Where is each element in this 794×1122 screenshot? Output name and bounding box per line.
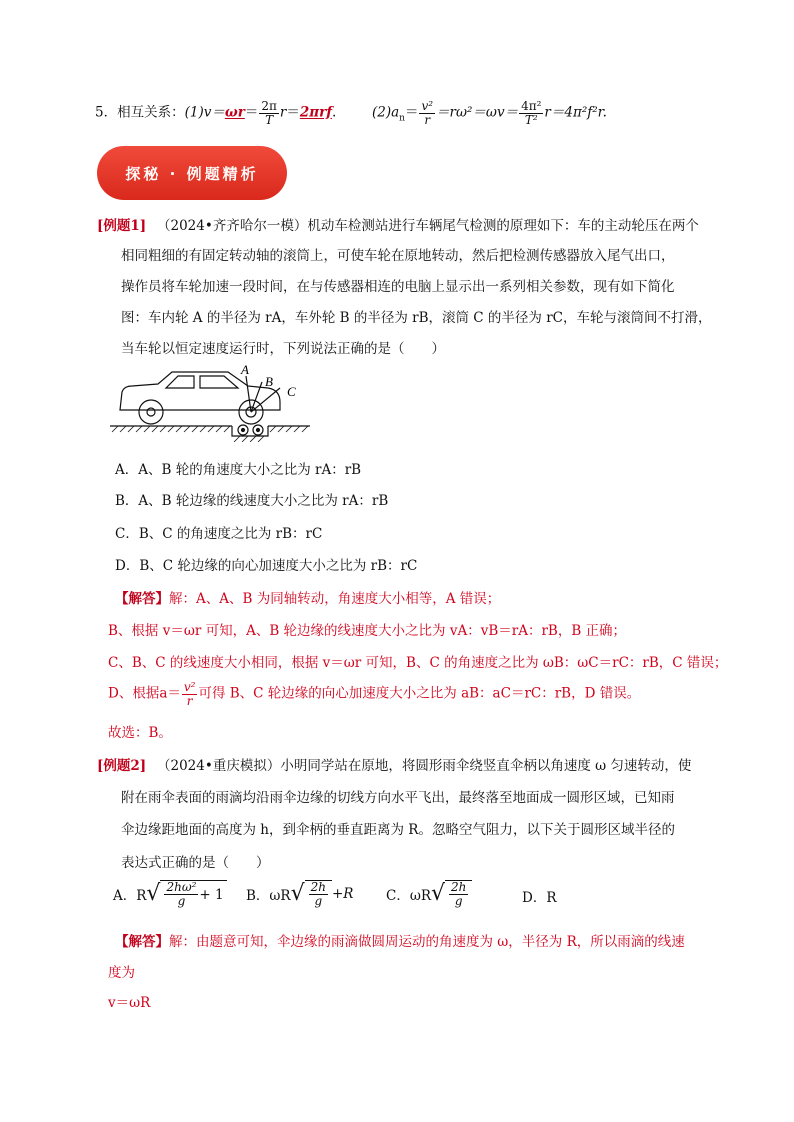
answer-tag: 【解答】 xyxy=(115,591,169,607)
example2-answer-line-3: v＝ωR xyxy=(108,995,151,1011)
car-roller-figure xyxy=(110,362,320,442)
example1-option-d[interactable]: D．B、C 轮边缘的向心加速度大小之比为 rB：rC xyxy=(115,558,418,574)
example1-line-5: 当车轮以恒定速度运行时，下列说法正确的是（ ） xyxy=(121,341,445,357)
example1-tag: [例题1] xyxy=(97,218,147,234)
example1-option-a[interactable]: A．A、B 轮的角速度大小之比为 rA：rB xyxy=(115,462,362,478)
section-banner: 探秘 · 例题精析 xyxy=(97,146,287,200)
answer-tag-2: 【解答】 xyxy=(115,934,169,950)
example2-line-2: 附在雨伞表面的雨滴均沿雨伞边缘的切线方向水平飞出，最终落至地面成一圆形区域，已知雨 xyxy=(121,790,675,806)
label-a: A xyxy=(241,362,249,377)
relations-line-2: $(2)a_n=$ $\frac{\text{v²}}{r}$ ＝rω²＝ωv＝ $\frac{\text{4π²}}{\text{T²}}$ r＝4π²f²r. xyxy=(372,99,607,127)
example1-answer-line-3: C、B、C 的线速度大小相同，根据 v＝ωr 可知，B、C 的角速度之比为 ωB：ωC＝rC：rB，C 错误； xyxy=(108,655,728,671)
example2-option-c[interactable]: C．ωR √ $\frac{2h}{g}$ xyxy=(386,876,472,912)
example1-option-c[interactable]: C．B、C 的角速度之比为 rB：rC xyxy=(115,526,323,542)
example2-line-4: 表达式正确的是（ ） xyxy=(121,855,270,871)
example1-answer-line-1: 【解答】解：A、A、B 为同轴转动，角速度大小相等，A 错误； xyxy=(115,591,501,607)
fraction-v2-r-answer: $\frac{\text{v²}}{r}$ xyxy=(183,680,196,708)
example1-line-1: （2024•齐齐哈尔一模）机动车检测站进行车辆尾气检测的原理如下：车的主动轮压在两个 xyxy=(157,218,699,234)
example1-line-3: 操作员将车轮加速一段时间，在与传感器相连的电脑上显示出一系列相关参数，现有如下简化 xyxy=(121,279,675,295)
example2-answer-line-2: 度为 xyxy=(108,965,135,981)
example2-option-a[interactable]: A．R √ $\frac{\text{2hω²}}{g}$ + 1 xyxy=(113,876,227,912)
fraction-4pi2-T2: $\frac{\text{4π²}}{\text{T²}}$ xyxy=(521,99,542,127)
example1-line-4: 图：车内轮 A 的半径为 rA，车外轮 B 的半径为 rB，滚筒 C 的半径为 rC，车轮与滚筒间不打滑， xyxy=(121,310,712,326)
relations-line: 5．相互关系：(1)v＝ωr＝ $\frac{2\pi}{T}$ r＝2πrf. xyxy=(95,99,337,127)
example2-answer-line-1: 【解答】解：由题意可知，伞边缘的雨滴做圆周运动的角速度为 ω，半径为 R，所以雨滴的线速 xyxy=(115,934,685,950)
example1-answer-line-4: D、根据a＝ $\frac{\text{v²}}{r}$ 可得 B、C 轮边缘的向心加速度大小之比为 aB：aC＝rC：rB，D 错误。 xyxy=(108,680,641,708)
label-c: C xyxy=(287,384,296,399)
example1-option-b[interactable]: B．A、B 轮边缘的线速度大小之比为 rA：rB xyxy=(115,493,389,509)
fraction-2pi-T: $\frac{2\pi}{T}$ xyxy=(261,99,277,127)
example1-line-2: 相同粗细的有固定转动轴的滚筒上，可使车轮在原地转动，然后把检测传感器放入尾气出口， xyxy=(121,248,675,264)
example1-answer-line-2: B、根据 v＝ωr 可知，A、B 轮边缘的线速度大小之比为 vA：vB＝rA：rB，B 正确； xyxy=(108,623,627,639)
example2-tag: [例题2] xyxy=(97,758,147,774)
relations-label: 5．相互关系： xyxy=(95,104,185,121)
example1-answer-line-5: 故选：B。 xyxy=(108,725,172,741)
label-b: B xyxy=(265,374,273,389)
wr-highlight: ωr xyxy=(224,104,245,121)
example2-option-b[interactable]: B．ωR √ $\frac{2h}{g}$ +R xyxy=(246,880,354,908)
example2-option-d[interactable]: D．R xyxy=(522,890,557,906)
example2-line-1: （2024•重庆模拟）小明同学站在原地，将圆形雨伞绕竖直伞柄以角速度 ω 匀速转动，使 xyxy=(157,758,692,774)
2prf-highlight: 2πrf xyxy=(299,104,333,121)
example2-line-3: 伞边缘距地面的高度为 h，到伞柄的垂直距离为 R。忽略空气阻力，以下关于圆形区域半径的 xyxy=(121,822,675,838)
fraction-v2-r: $\frac{\text{v²}}{r}$ xyxy=(421,99,434,127)
